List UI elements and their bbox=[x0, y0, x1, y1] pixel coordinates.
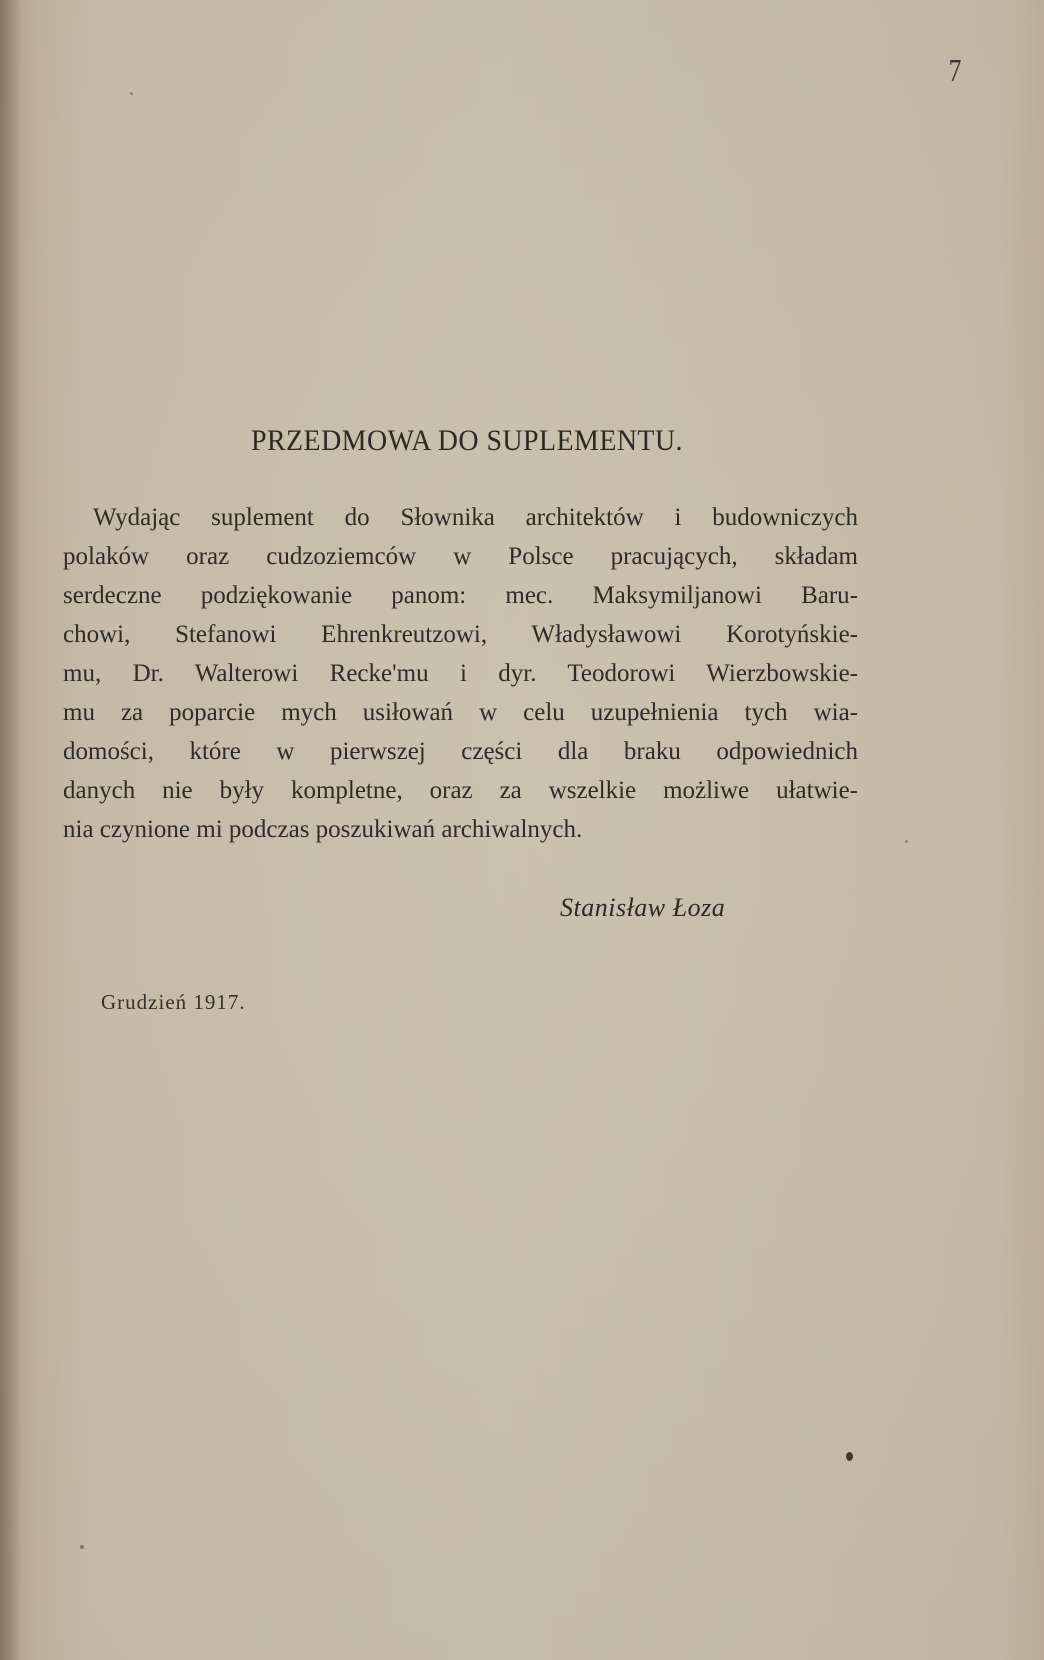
paper-speck bbox=[80, 1545, 84, 1549]
body-line: polaków oraz cudzoziemców w Polsce pracujących, składam bbox=[63, 543, 858, 570]
body-line: mu za poparcie mych usiłowań w celu uzupełnienia tych wia- bbox=[63, 699, 858, 726]
page-title: PRZEDMOWA DO SUPLEMENTU. bbox=[250, 424, 684, 457]
page-number: 7 bbox=[948, 52, 962, 88]
body-line: danych nie były kompletne, oraz za wszelkie możliwe ułatwie- bbox=[63, 777, 858, 804]
preface-body bbox=[63, 498, 858, 849]
paper-speck bbox=[846, 1452, 853, 1461]
body-line: domości, które w pierwszej części dla braku odpowiednich bbox=[63, 738, 858, 765]
spine-shadow bbox=[0, 0, 22, 1660]
body-line: serdeczne podziękowanie panom: mec. Maksymiljanowi Baru- bbox=[63, 582, 858, 609]
paper-speck bbox=[905, 840, 908, 843]
bleed-through-shadow bbox=[300, 285, 660, 335]
date-line: Grudzień 1917. bbox=[101, 990, 246, 1014]
body-line: chowi, Stefanowi Ehrenkreutzowi, Władysławowi Korotyńskie- bbox=[63, 621, 858, 648]
body-line: mu, Dr. Walterowi Recke'mu i dyr. Teodorowi Wierzbowskie- bbox=[63, 660, 858, 687]
body-line: Wydając suplement do Słownika architektów i budowniczych bbox=[93, 504, 858, 531]
paper-speck bbox=[130, 92, 133, 95]
signature: Stanisław Łoza bbox=[560, 893, 726, 922]
body-line: nia czynione mi podczas poszukiwań archiwalnych. bbox=[63, 816, 583, 843]
